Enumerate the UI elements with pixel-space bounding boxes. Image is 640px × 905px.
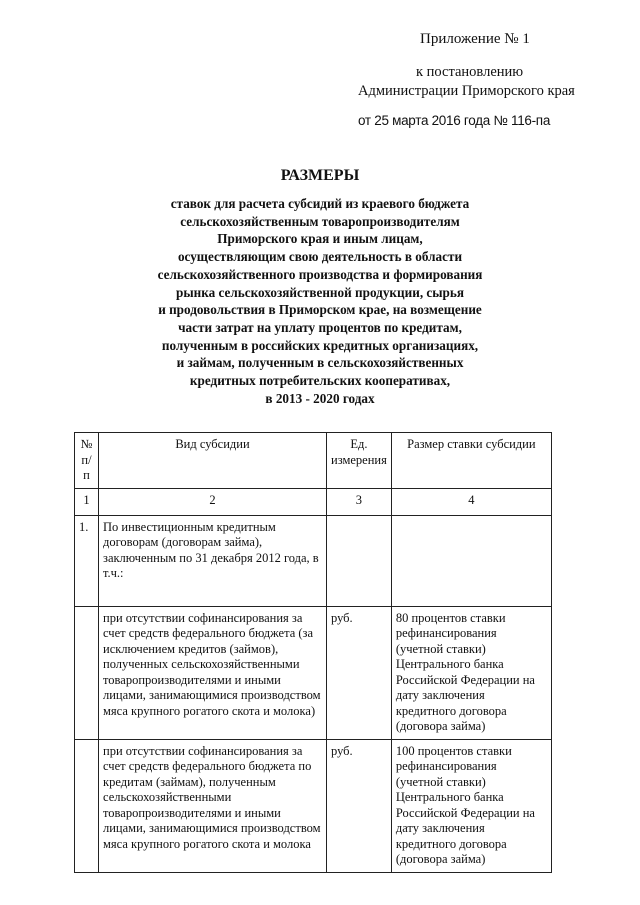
column-numbering-row bbox=[75, 488, 552, 515]
table-row bbox=[75, 606, 552, 739]
row-number: 1. bbox=[75, 515, 99, 606]
subtitle-line: рынка сельскохозяйственной продукции, сырья bbox=[176, 284, 464, 300]
subtitle-line: сельскохозяйственного производства и формирования bbox=[157, 266, 483, 282]
appendix-block bbox=[358, 30, 628, 130]
row-unit: руб. bbox=[327, 606, 392, 739]
row-unit: руб. bbox=[327, 739, 392, 872]
header-type: Вид субсидии bbox=[99, 433, 327, 489]
appendix-label: Приложение № 1 bbox=[420, 31, 530, 47]
subtitle-line: и займам, полученным в сельскохозяйственных bbox=[176, 355, 464, 371]
row-number bbox=[75, 739, 99, 872]
document-subtitle bbox=[120, 195, 520, 407]
row-type: при отсутствии софинансирования за счет средств федерального бюджета по кредитам (займам), полученным сельскохозяйственными товаропроизводителями и иными лицами, занимающимися производством мяса крупного рогатого скота и молока bbox=[99, 739, 327, 872]
subtitle-line: сельскохозяйственным товаропроизводителям bbox=[180, 213, 460, 229]
column-number: 2 bbox=[99, 488, 327, 515]
table-header-row bbox=[75, 433, 552, 489]
subtitle-line: части затрат на уплату процентов по кредитам, bbox=[178, 319, 462, 335]
column-number: 4 bbox=[391, 488, 551, 515]
administration: Администрации Приморского края bbox=[358, 83, 575, 99]
row-rate: 80 процентов ставки рефинансирования (учетной ставки) Центрального банка Российской Федерации на дату заключения кредитного договора (договора займа) bbox=[391, 606, 551, 739]
row-type: при отсутствии софинансирования за счет средств федерального бюджета (за исключением кредитов (займов), полученных сельскохозяйственными товаропроизводителями и иными лицами, занимающимися производством мяса крупного рогатого скота и молока) bbox=[99, 606, 327, 739]
table-row bbox=[75, 515, 552, 606]
subtitle-line: ставок для расчета субсидий из краевого бюджета bbox=[170, 196, 470, 211]
row-unit bbox=[327, 515, 392, 606]
row-number bbox=[75, 606, 99, 739]
subtitle-line: кредитных потребительских кооперативах, bbox=[189, 373, 451, 389]
column-number: 3 bbox=[327, 488, 392, 515]
subtitle-line: и продовольствия в Приморском крае, на возмещение bbox=[158, 302, 482, 318]
subtitle-line: в 2013 - 2020 годах bbox=[265, 390, 375, 406]
document-title: РАЗМЕРЫ bbox=[280, 167, 360, 184]
subtitle-line: Приморского края и иным лицам, bbox=[217, 231, 423, 247]
header-number: № п/п bbox=[75, 433, 99, 489]
subtitle-line: осуществляющим свою деятельность в области bbox=[177, 249, 463, 265]
subtitle-line: полученным в российских кредитных организациях, bbox=[161, 337, 479, 353]
subsidy-rates-table bbox=[74, 432, 552, 873]
row-rate bbox=[391, 515, 551, 606]
to-resolution: к постановлению bbox=[416, 64, 524, 80]
table-row bbox=[75, 739, 552, 872]
row-type: По инвестиционным кредитным договорам (договорам займа), заключенным по 31 декабря 2012 года, в т.ч.: bbox=[99, 515, 327, 606]
column-number: 1 bbox=[75, 488, 99, 515]
header-unit: Ед. измерения bbox=[327, 433, 392, 489]
header-rate: Размер ставки субсидии bbox=[391, 433, 551, 489]
row-rate: 100 процентов ставки рефинансирования (учетной ставки) Центрального банка Российской Федерации на дату заключения кредитного договора (договора займа) bbox=[391, 739, 551, 872]
date-number: от 25 марта 2016 года № 116-па bbox=[358, 113, 551, 128]
